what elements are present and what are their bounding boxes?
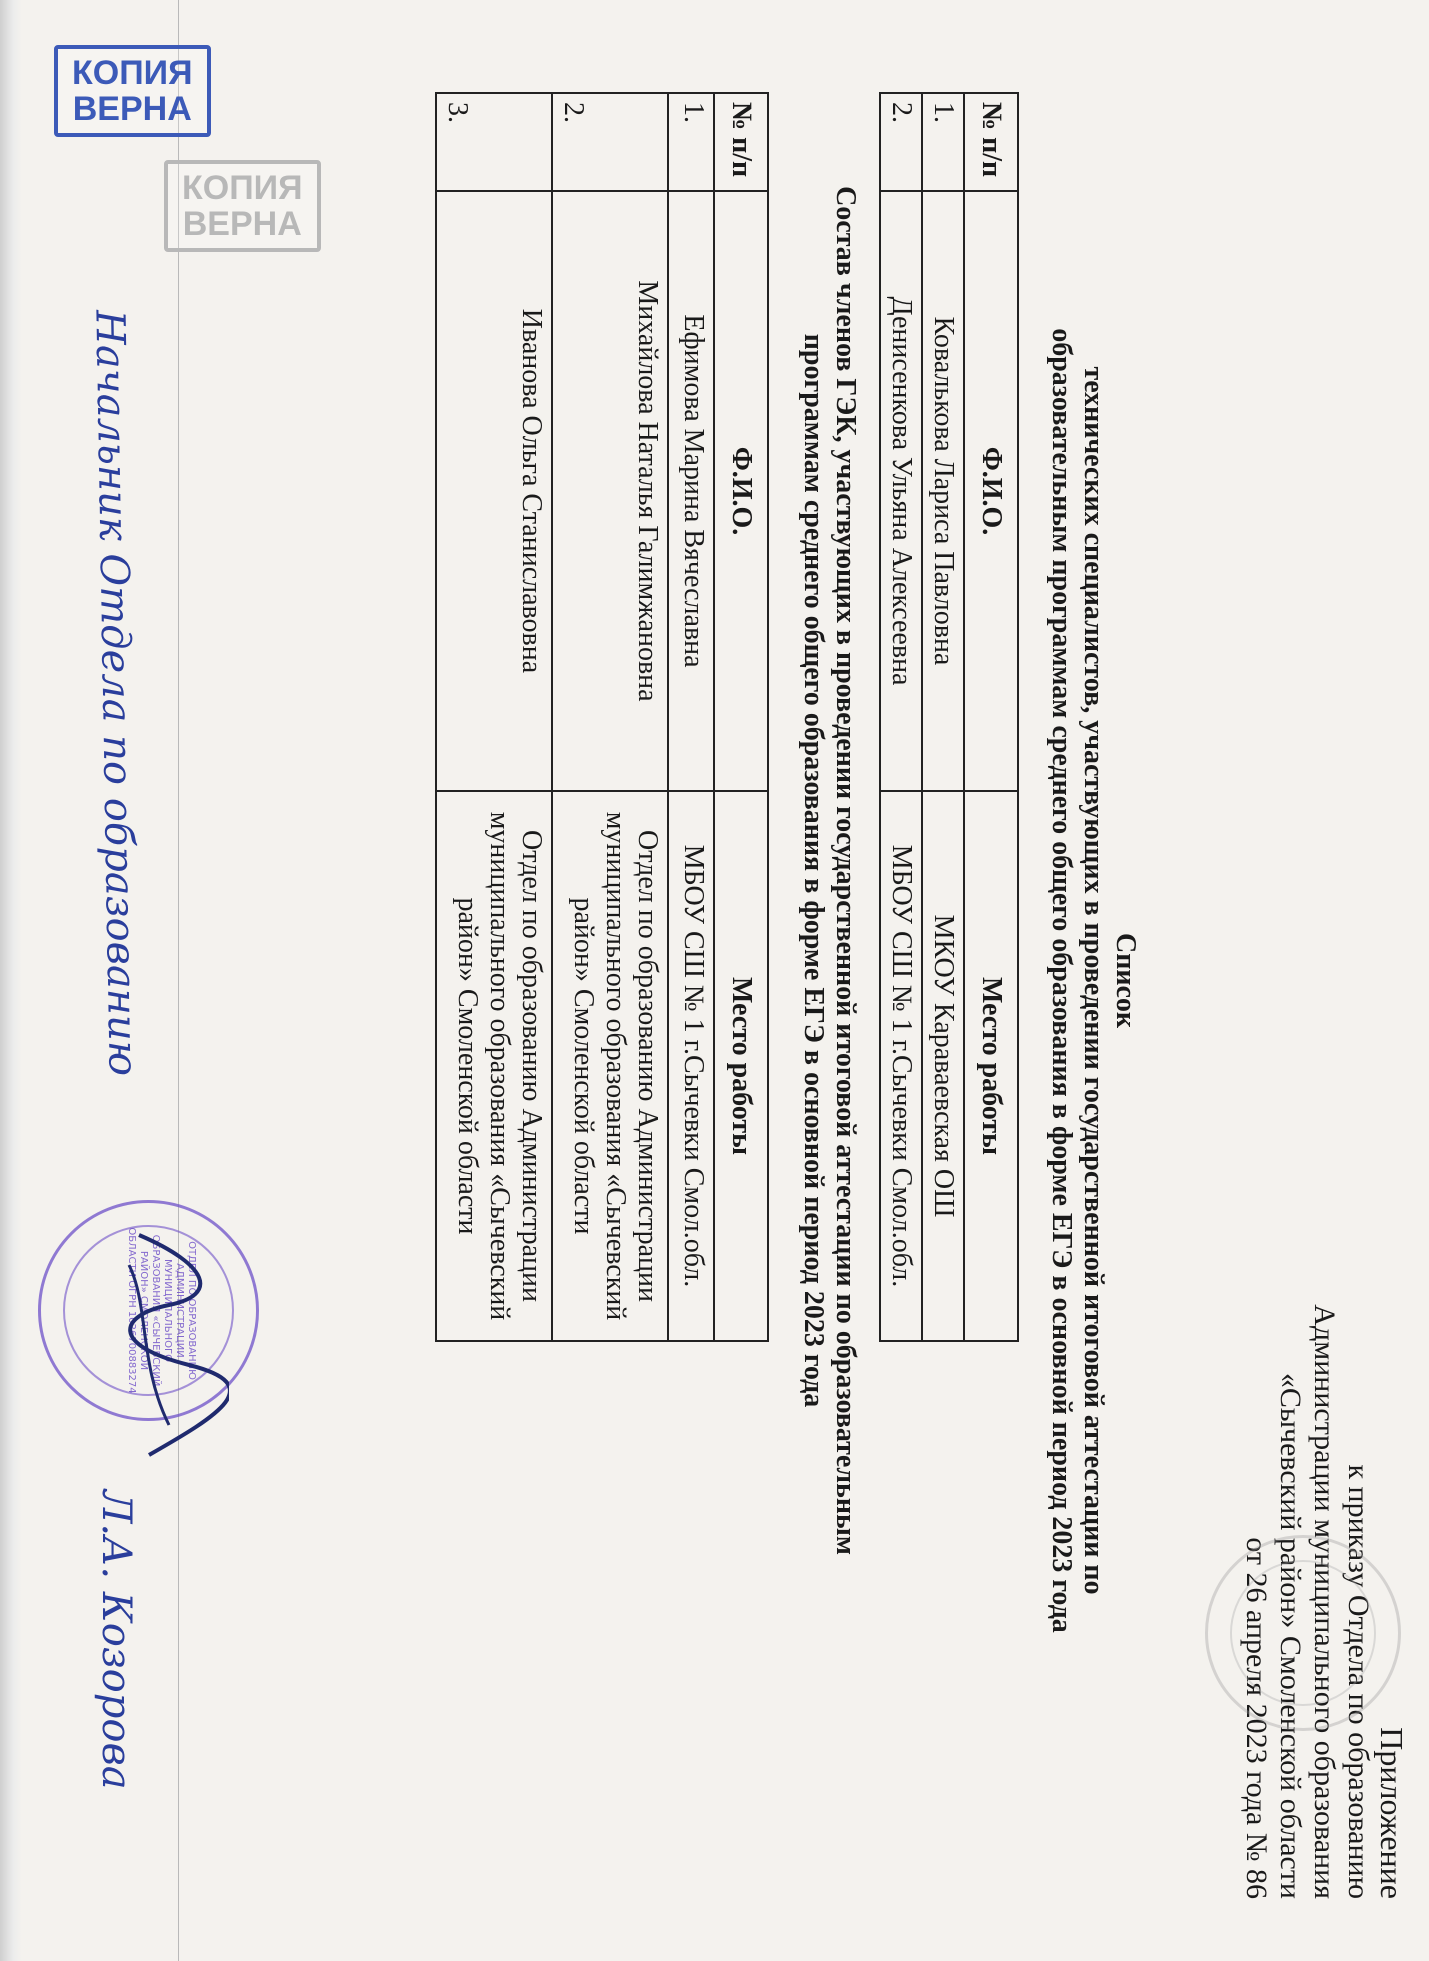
row-work: МКОУ Караваевская ОШ	[922, 791, 964, 1341]
faded-stamp-line-2: ВЕРНА	[182, 205, 302, 243]
gek-title	[797, 0, 861, 1851]
copy-stamp-line-1: КОПИЯ	[72, 54, 193, 92]
header-fio: Ф.И.О.	[714, 191, 768, 791]
row-num: 1.	[922, 93, 964, 191]
table-row	[922, 93, 964, 1341]
row-work: МБОУ СШ № 1 г.Сычевки Смол.обл.	[880, 791, 922, 1341]
handwritten-position: Начальник Отдела по образованию	[86, 309, 146, 1077]
signature	[99, 1225, 229, 1465]
copy-stamp-line-2: ВЕРНА	[72, 90, 192, 128]
gek-members-table	[435, 92, 769, 1342]
row-fio: Ковалькова Лариса Павловна	[922, 191, 964, 791]
row-fio: Ефимова Марина Вячеславна	[668, 191, 714, 791]
appendix-line-3: Администрации муниципального образования	[1308, 1304, 1341, 1899]
header-num: № п/п	[964, 93, 1018, 191]
header-num: № п/п	[714, 93, 768, 191]
table-row	[668, 93, 714, 1341]
copy-certified-stamp	[54, 45, 211, 137]
handwritten-name: Л.А. Козорова	[93, 1490, 139, 1790]
header-work: Место работы	[714, 791, 768, 1341]
faded-stamp-line-1: КОПИЯ	[182, 169, 303, 207]
table-row	[436, 93, 552, 1341]
technical-specialists-table	[879, 92, 1019, 1342]
row-work: Отдел по образованию Администрации муниципального образования «Сычевский район» Смоленской области	[552, 791, 668, 1341]
row-fio: Михайлова Наталья Галимжановна	[552, 191, 668, 791]
appendix-line-1: Приложение	[1374, 1727, 1410, 1899]
row-work: МБОУ СШ № 1 г.Сычевки Смол.обл.	[668, 791, 714, 1341]
table-row	[552, 93, 668, 1341]
list-title-line-3: образовательным программам среднего общего образования в форме ЕГЭ в основной период 2023 года	[1046, 328, 1077, 1633]
table-row	[880, 93, 922, 1341]
table-header-row	[964, 93, 1018, 1341]
appendix-line-2: к приказу Отдела по образованию	[1342, 1464, 1375, 1899]
row-fio: Денисенкова Ульяна Алексеевна	[880, 191, 922, 791]
seal-text: ОТДЕЛ ПО ОБРАЗОВАНИЮ АДМИНИСТРАЦИИ МУНИЦИПАЛЬНОГО ОБРАЗОВАНИЯ «СЫЧЕВСКИЙ РАЙОН» СМОЛЕНСКОЙ ОБЛАСТИ ОГРН 1026700883274	[126, 1227, 198, 1394]
row-num: 2.	[552, 93, 668, 191]
gek-title-line-1: Состав членов ГЭК, участвующих в проведении государственной итоговой аттестации по образовательным	[830, 186, 861, 1555]
gek-title-line-2: программам среднего общего образования в форме ЕГЭ в основной период 2023 года	[798, 333, 829, 1408]
row-num: 1.	[668, 93, 714, 191]
faded-copy-stamp	[164, 160, 321, 252]
header-fio: Ф.И.О.	[964, 191, 1018, 791]
row-num: 2.	[880, 93, 922, 191]
appendix-line-5: от 26 апреля 2023 года № 86	[1240, 1537, 1273, 1899]
appendix-line-4: «Сычевский район» Смоленской области	[1274, 1372, 1307, 1899]
faint-round-seal	[1205, 1535, 1401, 1731]
list-title-line-1: Список	[1110, 932, 1141, 1029]
table-header-row	[714, 93, 768, 1341]
row-work: Отдел по образованию Администрации муниципального образования «Сычевский район» Смоленской области	[436, 791, 552, 1341]
row-num: 3.	[436, 93, 552, 191]
row-fio: Иванова Ольга Станиславовна	[436, 191, 552, 791]
list-title-line-2: технических специалистов, участвующих в проведении государственной итоговой аттестации по	[1078, 366, 1109, 1595]
list-title	[1045, 0, 1141, 1961]
header-work: Место работы	[964, 791, 1018, 1341]
